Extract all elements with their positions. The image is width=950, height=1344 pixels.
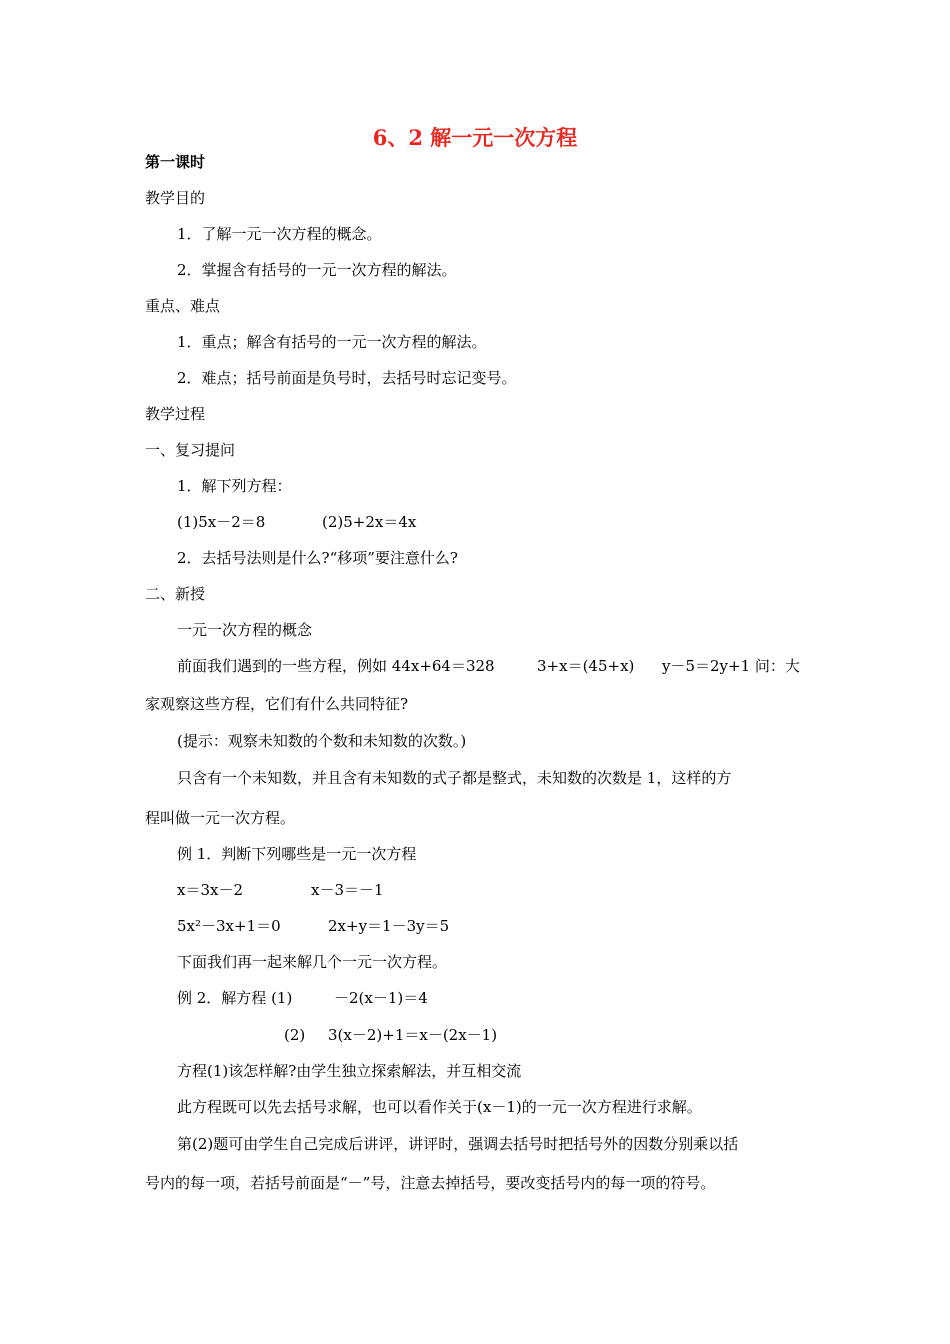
- objective-item: 1．了解一元一次方程的概念。: [177, 225, 382, 243]
- definition-text: 程叫做一元一次方程。: [145, 809, 296, 827]
- review-equation-1: (1)5x－2＝8: [177, 513, 266, 531]
- intro-text: 前面我们遇到的一些方程，例如 44x+64＝328: [177, 657, 495, 675]
- intro-text: 家观察这些方程，它们有什么共同特征?: [145, 695, 409, 713]
- process-heading: 教学过程: [145, 405, 206, 423]
- transition-text: 下面我们再一起来解几个一元一次方程。: [177, 953, 448, 971]
- example-2-sublabel: (2): [284, 1026, 306, 1044]
- definition-text: 只含有一个未知数，并且含有未知数的式子都是整式，未知数的次数是 1，这样的方: [177, 769, 732, 787]
- example-2-label: 例 2．解方程 (1): [177, 989, 293, 1007]
- example-equation: 2x+y＝1－3y＝5: [328, 917, 450, 935]
- example-1-label: 例 1．判断下列哪些是一元一次方程: [177, 845, 417, 863]
- review-question: 2．去括号法则是什么?“移项”要注意什么?: [177, 549, 458, 567]
- objective-item: 2．掌握含有括号的一元一次方程的解法。: [177, 261, 457, 279]
- example-equation: 5x²－3x+1＝0: [177, 917, 281, 935]
- hint-text: (提示：观察未知数的个数和未知数的次数。): [177, 732, 467, 750]
- key-point-item: 2．难点；括号前面是负号时，去括号时忘记变号。: [177, 369, 517, 387]
- key-points-heading: 重点、难点: [145, 297, 221, 315]
- intro-equation: 3+x＝(45+x): [537, 657, 635, 675]
- key-point-item: 1．重点；解含有括号的一元一次方程的解法。: [177, 333, 487, 351]
- review-heading: 一、复习提问: [145, 441, 236, 459]
- example-equation: x－3＝－1: [311, 881, 384, 899]
- concept-heading: 一元一次方程的概念: [177, 621, 313, 639]
- example-equation: －2(x－1)＝4: [334, 989, 428, 1007]
- lesson-label: 第一课时: [145, 153, 206, 171]
- discussion-text: 此方程既可以先去括号求解，也可以看作关于(x－1)的一元一次方程进行求解。: [177, 1098, 702, 1116]
- document-title: 6、2 解一元一次方程: [372, 125, 578, 150]
- example-equation: x＝3x－2: [177, 881, 244, 899]
- new-lesson-heading: 二、新授: [145, 585, 206, 603]
- discussion-text: 方程(1)该怎样解?由学生独立探索解法，并互相交流: [177, 1062, 522, 1080]
- review-question: 1．解下列方程：: [177, 477, 292, 495]
- discussion-text: 第(2)题可由学生自己完成后讲评，讲评时，强调去括号时把括号外的因数分别乘以括: [177, 1135, 739, 1153]
- objectives-heading: 教学目的: [145, 189, 206, 207]
- example-equation: 3(x－2)+1＝x－(2x－1): [328, 1026, 498, 1044]
- intro-text: y－5＝2y+1 问：大: [662, 657, 800, 675]
- discussion-text: 号内的每一项，若括号前面是“－”号，注意去掉括号，要改变括号内的每一项的符号。: [145, 1174, 716, 1192]
- review-equation-2: (2)5+2x＝4x: [322, 513, 417, 531]
